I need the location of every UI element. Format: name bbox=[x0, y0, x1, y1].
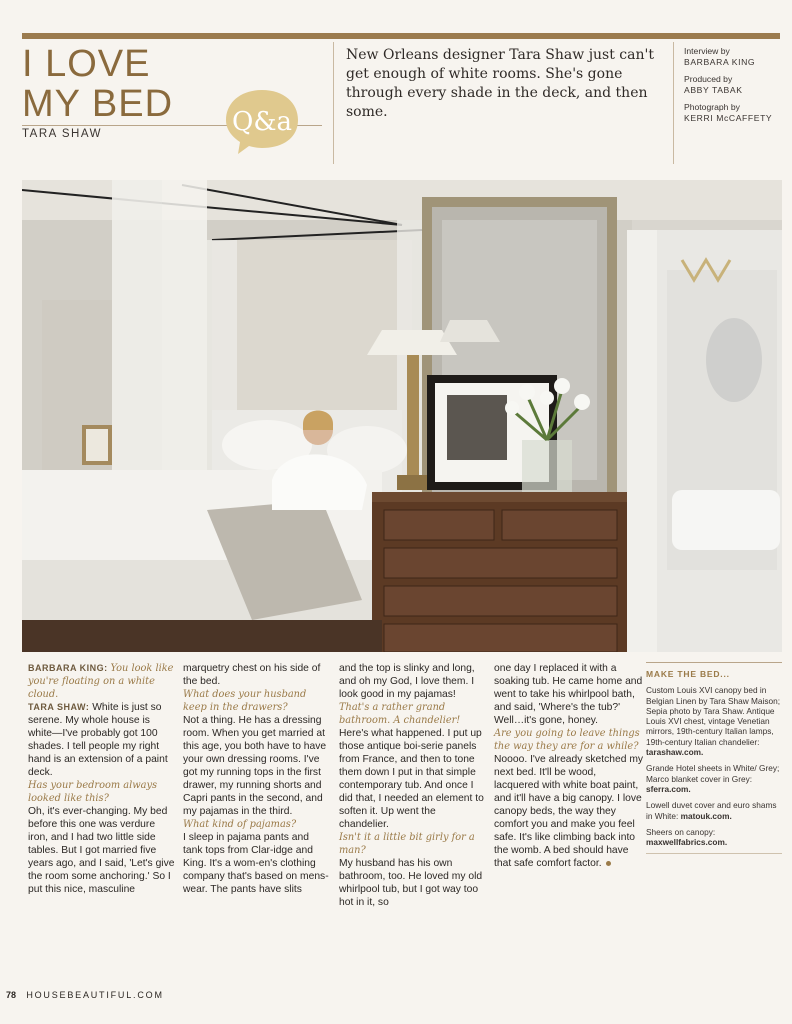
bedroom-illustration bbox=[22, 180, 782, 652]
article-column-2 bbox=[183, 662, 330, 962]
answer-text: Here's what happened. I put up those antique boi-serie panels from France, and then to tone them down I put in that simple contemporary tub. And once I did that, I needed an element to soften it. Up went the chandelier. bbox=[339, 728, 484, 830]
source-url: tarashaw.com. bbox=[646, 747, 704, 758]
source-entry bbox=[646, 800, 782, 821]
headline-line-1: I LOVE bbox=[22, 43, 151, 85]
article-column-3 bbox=[339, 662, 486, 962]
credit-producer bbox=[684, 74, 784, 96]
question-text: Isn't it a little bit girly for a man? bbox=[339, 832, 475, 856]
answer-text: marquetry chest on his side of the bed. bbox=[183, 663, 321, 687]
answer-text: I sleep in pajama pants and tank tops from Clar-idge and King. It's a wom-en's clothing company that's based on mens-wear. The pants have slits bbox=[183, 832, 329, 895]
source-entry bbox=[646, 763, 782, 794]
question-text: That's a rather grand bathroom. A chandelier! bbox=[339, 702, 461, 726]
answer bbox=[494, 753, 644, 870]
credit-role: Interview by bbox=[684, 46, 730, 56]
credit-role: Produced by bbox=[684, 74, 733, 84]
credit-photographer bbox=[684, 102, 784, 124]
top-accent-bar bbox=[22, 33, 780, 39]
qa-speech-bubble-icon bbox=[222, 86, 302, 156]
question bbox=[28, 662, 175, 701]
headline bbox=[22, 44, 173, 124]
sources-sidebar bbox=[646, 662, 782, 854]
answer-text: Not a thing. He has a dressing room. When you get married at this age, you both have to have your own dressing rooms. I've got my running tops in the first drawer, my running shorts and Capri pants in the second, and my pajamas in the third. bbox=[183, 715, 327, 817]
bedroom-photo bbox=[22, 180, 782, 652]
credits bbox=[684, 46, 784, 130]
source-text: Sheers on canopy: bbox=[646, 826, 716, 837]
answer-text: and the top is slinky and long, and oh my God, I love them. I look good in my pajamas! bbox=[339, 663, 475, 700]
source-entry bbox=[646, 827, 782, 848]
qa-mark: Q&a bbox=[232, 107, 292, 137]
credit-name: BARBARA KING bbox=[684, 57, 756, 67]
credit-interview bbox=[684, 46, 784, 68]
source-text: Lowell duvet cover and euro shams in White: bbox=[646, 800, 777, 821]
credit-name: KERRI McCAFFETY bbox=[684, 113, 773, 123]
source-entry bbox=[646, 685, 782, 757]
source-url: matouk.com. bbox=[680, 810, 732, 821]
interviewer-label: BARBARA KING: bbox=[28, 663, 108, 673]
question-text: You look like you're floating on a white cloud. bbox=[28, 663, 174, 700]
article-column-4 bbox=[494, 662, 644, 962]
byline: TARA SHAW bbox=[22, 128, 102, 140]
answer-text: Oh, it's ever-changing. My bed before this one was verdure iron, and I had two little side tables. But I got married five years ago, and I said, 'Let's give the room some anchoring.' So I put this nice, masculine bbox=[28, 806, 175, 895]
answer-text: My husband has his own bathroom, too. He loved my old whirlpool tub, but I got way too hot in it, so bbox=[339, 858, 483, 908]
question-text: Has your bedroom always looked like this? bbox=[28, 780, 158, 804]
article-column-1 bbox=[28, 662, 175, 962]
divider bbox=[673, 42, 674, 164]
page-footer bbox=[6, 990, 164, 1000]
interviewee-label: TARA SHAW: bbox=[28, 702, 90, 712]
source-text: Custom Louis XVI canopy bed in Belgian Linen by Tara Shaw Maison; Sepia photo by Tara Shaw. Antique Louis XVI chest, vintage Venetian mirrors, 19th-century Italian lamps, 19th-century Italian chandelier: bbox=[646, 685, 781, 747]
question-text: Are you going to leave things the way they are for a while? bbox=[494, 728, 640, 752]
site-name: HOUSEBEAUTIFUL.COM bbox=[26, 990, 164, 1000]
sidebar-title: MAKE THE BED... bbox=[646, 662, 782, 679]
end-mark-icon bbox=[606, 861, 611, 866]
question-text: What kind of pajamas? bbox=[183, 819, 297, 830]
sidebar-end-rule bbox=[646, 853, 782, 854]
page-number: 78 bbox=[6, 990, 17, 1000]
question-text: What does your husband keep in the drawers? bbox=[183, 689, 307, 713]
credit-name: ABBY TABAK bbox=[684, 85, 743, 95]
source-text: Grande Hotel sheets in White/ Grey; Marco blanket cover in Grey: bbox=[646, 763, 780, 784]
source-url: maxwellfabrics.com. bbox=[646, 837, 728, 848]
headline-line-2: MY BED bbox=[22, 83, 174, 125]
answer-text: Noooo. I've already sketched my next bed. It'll be wood, lacquered with white boat paint, and it'll have a big canopy. I love canopy beds, the way they comfort you and make you feel safe. It's like climbing back into the womb. A bed should have that safe comfort factor. bbox=[494, 754, 644, 869]
credit-role: Photograph by bbox=[684, 102, 740, 112]
answer bbox=[28, 701, 175, 779]
dek: New Orleans designer Tara Shaw just can't get enough of white rooms. She's gone through every shade in the deck, and then some. bbox=[346, 47, 654, 120]
answer-text: one day I replaced it with a soaking tub. He came home and went to take his whirlpool bath, and said, 'Where's the tub?' Well…it's gone, honey. bbox=[494, 663, 643, 726]
divider bbox=[333, 42, 334, 164]
answer-text: White is just so serene. My whole house is white—I've probably got 100 shades. I tell people my right hand is an extension of a paint deck. bbox=[28, 702, 168, 778]
source-url: sferra.com. bbox=[646, 783, 691, 794]
